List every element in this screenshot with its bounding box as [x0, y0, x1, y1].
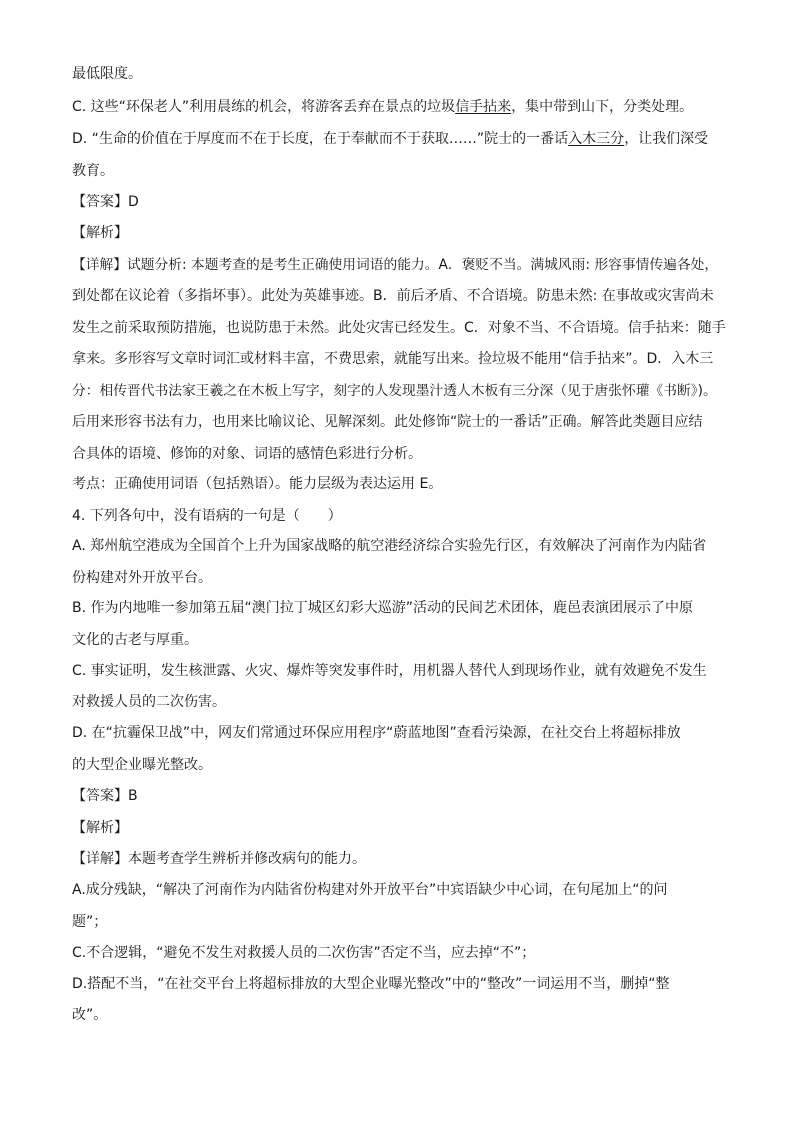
text-line: 拿来。多形容写文章时词汇或材料丰富，不费思索，就能写出来。捡垃圾不能用“信手拈来”。D．入木三: [72, 351, 714, 367]
text-line: 对救援人员的二次伤害。: [72, 694, 226, 710]
text-segment: C. 这些“环保老人”利用晨练的机会，将游客丢弃在景点的垃圾: [72, 99, 456, 115]
underlined-phrase: 信手拈来: [455, 99, 512, 115]
text-line: 到处都在议论着（多指坏事）。此处为英雄事迹。B．前后矛盾、不合语境。防患未然: 在事故或灾害尚未: [72, 288, 714, 304]
text-line: D.搭配不当，“在社交平台上将超标排放的大型企业曝光整改”中的“整改”一词运用不当，删掉“整: [72, 976, 670, 992]
underlined-phrase: 入木三分: [568, 131, 625, 147]
text-line: 教育。: [72, 163, 114, 179]
question-stem: 4. 下列各句中，没有语病的一句是（ ）: [72, 508, 342, 524]
text-line: 最低限度。: [72, 66, 142, 82]
text-line: 题”；: [72, 914, 108, 930]
text-segment: D. “生命的价值在于厚度而不在于长度，在于奉献而不于获取……”院士的一番话: [72, 131, 569, 147]
text-line: A. 郑州航空港成为全国首个上升为国家战略的航空港经济综合实验先行区，有效解决了河南作为内陆省: [72, 538, 707, 554]
text-line: 的大型企业曝光整改。: [72, 757, 212, 773]
text-line: 发生之前采取预防措施，也说防患于未然。此处灾害已经发生。C．对象不当、不合语境。信手拈来：随手: [72, 320, 726, 336]
text-line: 后用来形容书法有力，也用来比喻议论、见解深刻。此处修饰“院士的一番话”正确。解答此类题目应结: [72, 414, 703, 430]
text-line: A.成分残缺，“解决了河南作为内陆省份构建对外开放平台”中宾语缺少中心词，在句尾加上“的问: [72, 882, 668, 898]
option-c-line: [72, 97, 693, 117]
text-line: 改”。: [72, 1007, 108, 1023]
text-line: C. 事实证明，发生核泄露、火灾、爆炸等突发事件时，用机器人替代人到现场作业，就有效避免不发生: [72, 663, 707, 679]
text-line: 【详解】本题考查学生辨析并修改病句的能力。: [72, 851, 366, 867]
option-d-line: [72, 129, 708, 149]
answer-line: 【答案】B: [72, 788, 138, 804]
text-line: 合具体的语境、修饰的对象、词语的感情色彩进行分析。: [72, 446, 422, 462]
text-segment: ，让我们深受: [624, 131, 709, 147]
answer-line: 【答案】D: [72, 194, 139, 210]
text-line: 文化的古老与厚重。: [72, 632, 198, 648]
text-line: 【详解】试题分析: 本题考查的是考生正确使用词语的能力。A．褒贬不当。满城风雨: 形容事情传遍各处，: [72, 257, 719, 273]
text-line: B. 作为内地唯一参加第五届“澳门拉丁城区幻彩大巡游”活动的民间艺术团体，鹿邑表演团展示了中原: [72, 600, 694, 616]
text-line: 考点：正确使用词语（包括熟语）。能力层级为表达运用 E。: [72, 476, 443, 492]
text-segment: ，集中带到山下，分类处理。: [511, 99, 694, 115]
analysis-heading: 【解析】: [72, 820, 128, 836]
text-line: 份构建对外开放平台。: [72, 570, 212, 586]
text-line: C.不合逻辑，“避免不发生对救援人员的二次伤害”否定不当，应去掉“不”；: [72, 945, 536, 961]
text-line: D. 在“抗霾保卫战”中，网友们常通过环保应用程序“蔚蓝地图”查看污染源，在社交台上将超标排放: [72, 725, 681, 741]
analysis-heading: 【解析】: [72, 225, 128, 241]
text-line: 分：相传晋代书法家王羲之在木板上写字，刻字的人发现墨汁透人木板有三分深（见于唐张怀瓘《书断》)。: [72, 383, 717, 399]
